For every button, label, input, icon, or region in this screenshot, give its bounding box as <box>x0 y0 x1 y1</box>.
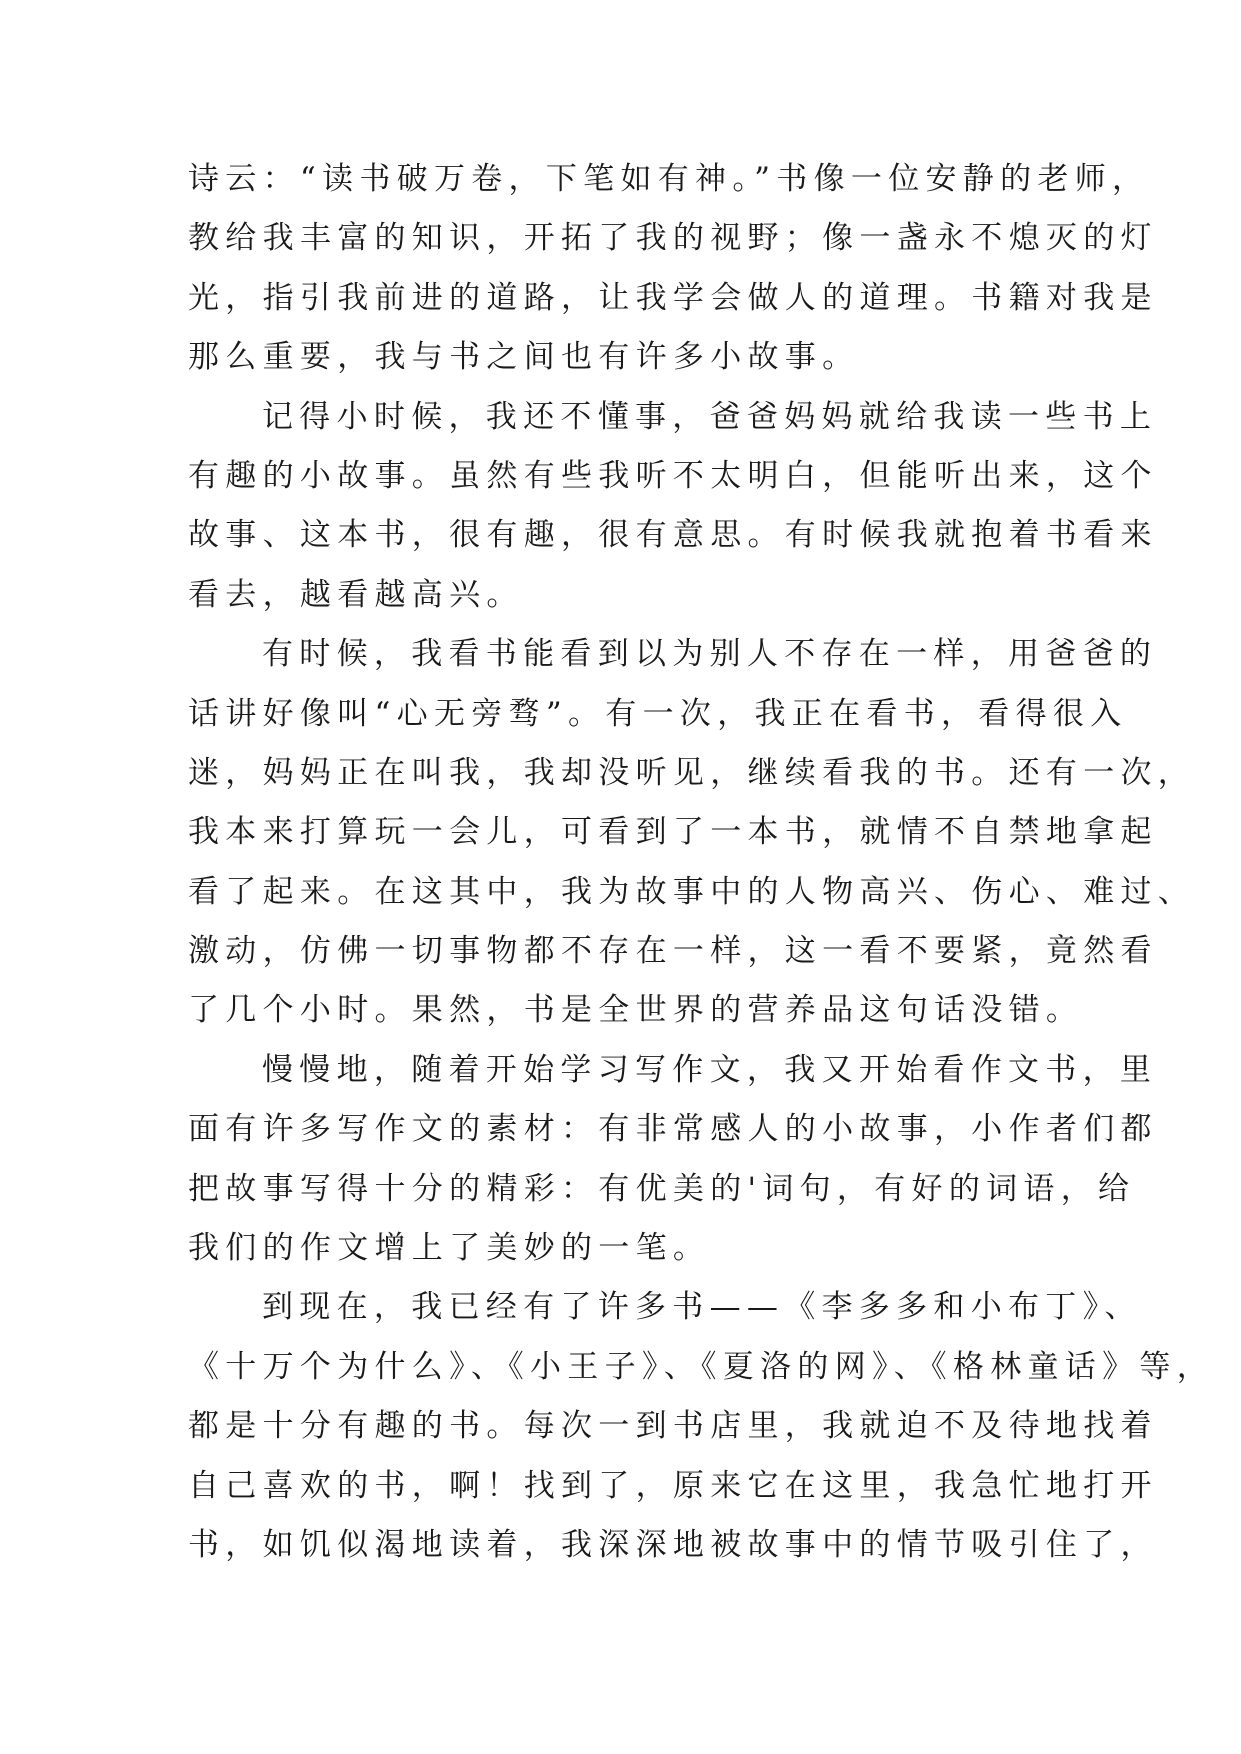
paragraph-3 <box>188 625 1196 1041</box>
text-line: 那么重要，我与书之间也有许多小故事。 <box>188 339 860 376</box>
text-line: 《十万个为什么》、《小王子》、《夏洛的网》、《格林童话》等， <box>188 1348 1214 1385</box>
text-line: 看去，越看越高兴。 <box>188 576 524 613</box>
text-line: 了几个小时。果然，书是全世界的营养品这句话没错。 <box>188 992 1084 1029</box>
text-line: 迷，妈妈正在叫我，我却没听见，继续看我的书。还有一次， <box>188 754 1196 791</box>
text-line: 把故事写得十分的精彩：有优美的'词句，有好的词语，给 <box>188 1170 1136 1207</box>
text-line: 到现在，我已经有了许多书——《李多多和小布丁》、 <box>262 1289 1142 1326</box>
text-line: 我们的作文增上了美妙的一笔。 <box>188 1230 711 1267</box>
text-line: 我本来打算玩一会儿，可看到了一本书，就情不自禁地拿起 <box>188 814 1158 851</box>
text-line: 看了起来。在这其中，我为故事中的人物高兴、伤心、难过、 <box>188 873 1196 910</box>
paragraph-2 <box>188 388 1158 626</box>
text-line: 诗云：“读书破万卷，下笔如有神。”书像一位安静的老师， <box>188 161 1150 197</box>
text-line: 面有许多写作文的素材：有非常感人的小故事，小作者们都 <box>188 1111 1158 1148</box>
text-line: 激动，仿佛一切事物都不存在一样，这一看不要紧，竟然看 <box>188 933 1158 970</box>
text-line: 都是十分有趣的书。每次一到书店里，我就迫不及待地找着 <box>188 1408 1158 1445</box>
text-line: 自己喜欢的书，啊！找到了，原来它在这里，我急忙地打开 <box>188 1467 1158 1504</box>
text-line: 书，如饥似渴地读着，我深深地被故事中的情节吸引住了， <box>188 1526 1158 1563</box>
text-line: 慢慢地，随着开始学习写作文，我又开始看作文书，里 <box>262 1051 1158 1088</box>
text-line: 故事、这本书，很有趣，很有意思。有时候我就抱着书看来 <box>188 517 1158 554</box>
text-line: 有趣的小故事。虽然有些我听不太明白，但能听出来，这个 <box>188 457 1158 494</box>
text-line: 话讲好像叫“心无旁骛”。有一次，我正在看书，看得很入 <box>188 695 1128 732</box>
document-page <box>188 150 1214 1575</box>
text-line: 教给我丰富的知识，开拓了我的视野；像一盏永不熄灭的灯 <box>188 220 1158 257</box>
paragraph-4 <box>188 1041 1158 1279</box>
text-line: 记得小时候，我还不懂事，爸爸妈妈就给我读一些书上 <box>262 398 1158 435</box>
text-line: 光，指引我前进的道路，让我学会做人的道理。书籍对我是 <box>188 279 1158 316</box>
paragraph-1 <box>188 150 1158 388</box>
paragraph-5 <box>188 1278 1214 1575</box>
text-line: 有时候，我看书能看到以为别人不存在一样，用爸爸的 <box>262 636 1158 673</box>
